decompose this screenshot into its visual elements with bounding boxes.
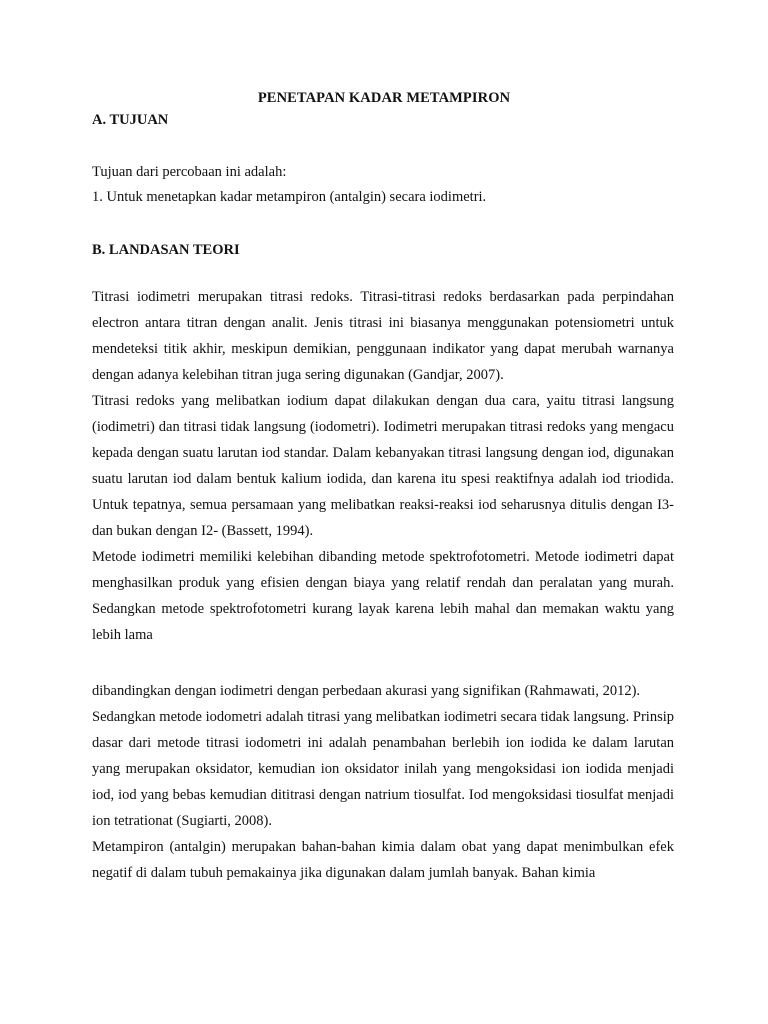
paragraph: Sedangkan metode iodometri adalah titrasi yang melibatkan iodimetri secara tidak langsung. Prinsip dasar dari metode titrasi iodometri ini adalah penambahan berlebih ion iodida ke dalam larutan yang merupakan oksidator, kemudian ion oksidator inilah yang mengoksidasi ion iodida menjadi iod, iod yang bebas kemudian dititrasi dengan natrium tiosulfat. Iod mengoksidasi tiosulfat menjadi ion tetrationat (Sugiarti, 2008).: [92, 709, 674, 829]
section-b-heading: B. LANDASAN TEORI: [92, 242, 240, 258]
section-a-heading: A. TUJUAN: [92, 112, 169, 128]
paragraph: Metode iodimetri memiliki kelebihan dibanding metode spektrofotometri. Metode iodimetri dapat menghasilkan produk yang efisien dengan biaya yang relatif rendah dan peralatan yang murah. Sedangkan metode spektrofotometri kurang layak karena lebih mahal dan memakan waktu yang lebih lama: [92, 549, 674, 643]
paragraph: Metampiron (antalgin) merupakan bahan-bahan kimia dalam obat yang dapat menimbulkan efek negatif di dalam tubuh pemakainya jika digunakan dalam jumlah banyak. Bahan kimia: [92, 839, 674, 881]
paragraph: Titrasi iodimetri merupakan titrasi redoks. Titrasi-titrasi redoks berdasarkan pada perpindahan electron antara titran dengan analit. Jenis titrasi ini biasanya menggunakan potensiometri untuk mendeteksi titik akhir, meskipun demikian, penggunaan indikator yang dapat merubah warnanya dengan adanya kelebihan titran juga sering digunakan (Gandjar, 2007).: [92, 289, 674, 383]
section-a-item-1: 1. Untuk menetapkan kadar metampiron (antalgin) secara iodimetri.: [92, 189, 487, 205]
document-title: PENETAPAN KADAR METAMPIRON: [257, 90, 511, 106]
paragraph: dibandingkan dengan iodimetri dengan perbedaan akurasi yang signifikan (Rahmawati, 2012).: [92, 683, 641, 699]
section-a-intro: Tujuan dari percobaan ini adalah:: [92, 164, 287, 180]
paragraph: Titrasi redoks yang melibatkan iodium dapat dilakukan dengan dua cara, yaitu titrasi langsung (iodimetri) dan titrasi tidak langsung (iodometri). Iodimetri merupakan titrasi redoks yang mengacu kepada dengan suatu larutan iod standar. Dalam kebanyakan titrasi langsung dengan iod, digunakan suatu larutan iod dalam bentuk kalium iodida, dan karena itu spesi reaktifnya adalah iod triodida. Untuk tepatnya, semua persamaan yang melibatkan reaksi-reaksi iod seharusnya ditulis dengan I3- dan bukan dengan I2- (Bassett, 1994).: [92, 393, 674, 539]
section-b-body: [92, 284, 674, 648]
section-b-body-continued: [92, 678, 674, 886]
